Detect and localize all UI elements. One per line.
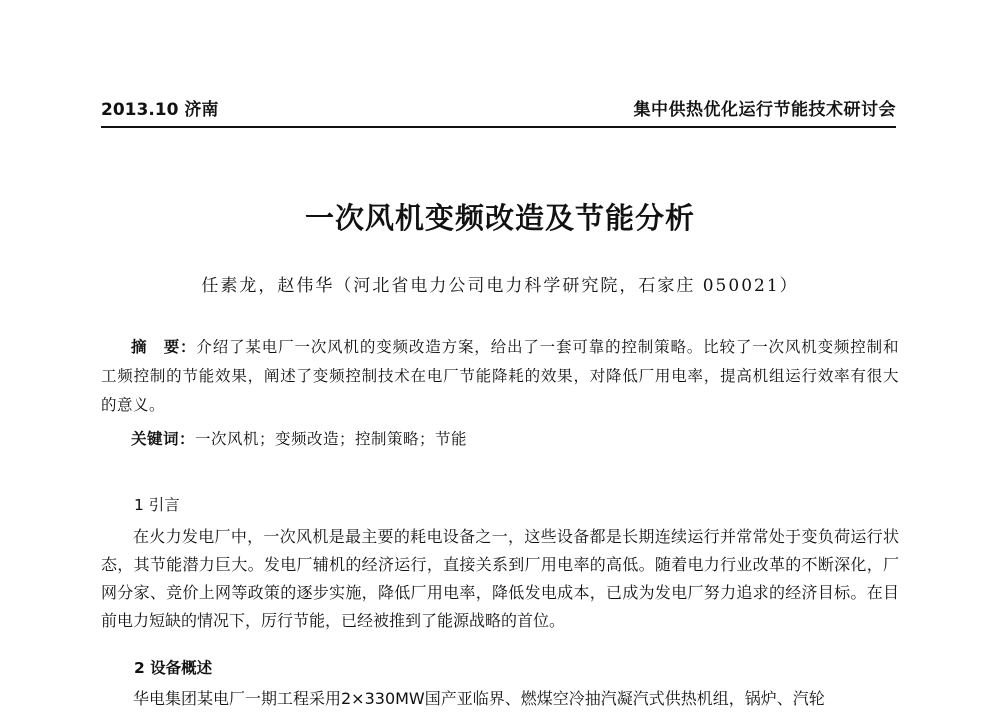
section-heading-introduction: 1 引言 [134, 496, 180, 514]
abstract-label: 摘 要： [131, 338, 197, 356]
paper-title: 一次风机变频改造及节能分析 [304, 201, 695, 235]
abstract-text: 介绍了某电厂一次风机的变频改造方案，给出了一套可靠的控制策略。比较了一次风机变频控制和工频控制的节能效果，阐述了变频控制技术在电厂节能降耗的效果，对降低厂用电率，提高机组运行效率有很大的意义。 [101, 338, 899, 414]
header-divider [101, 126, 896, 128]
keywords-text: 一次风机；变频改造；控制策略；节能 [195, 430, 468, 448]
keywords [131, 425, 899, 454]
section-heading-equipment: 2 设备概述 [134, 659, 213, 677]
authors-affiliation: 任素龙，赵伟华（河北省电力公司电力科学研究院，石家庄 050021） [201, 276, 799, 296]
section-paragraph-equipment: 华电集团某电厂一期工程采用2×330MW国产亚临界、燃煤空冷抽汽凝汽式供热机组，锅炉、汽轮 [133, 689, 825, 708]
header-conference-name: 集中供热优化运行节能技术研讨会 [633, 100, 896, 120]
section-paragraph-introduction: 在火力发电厂中，一次风机是最主要的耗电设备之一，这些设备都是长期连续运行并常常处于变负荷运行状态，其节能潜力巨大。发电厂辅机的经济运行，直接关系到厂用电率的高低。随着电力行业改革的不断深化，厂网分家、竞价上网等政策的逐步实施，降低厂用电率，降低发电成本，已成为发电厂努力追求的经济目标。在目前电力短缺的情况下，厉行节能，已经被推到了能源战略的首位。 [101, 527, 899, 630]
abstract [101, 333, 899, 420]
header-date-location: 2013.10 济南 [101, 100, 219, 120]
keywords-label: 关键词： [131, 430, 196, 448]
